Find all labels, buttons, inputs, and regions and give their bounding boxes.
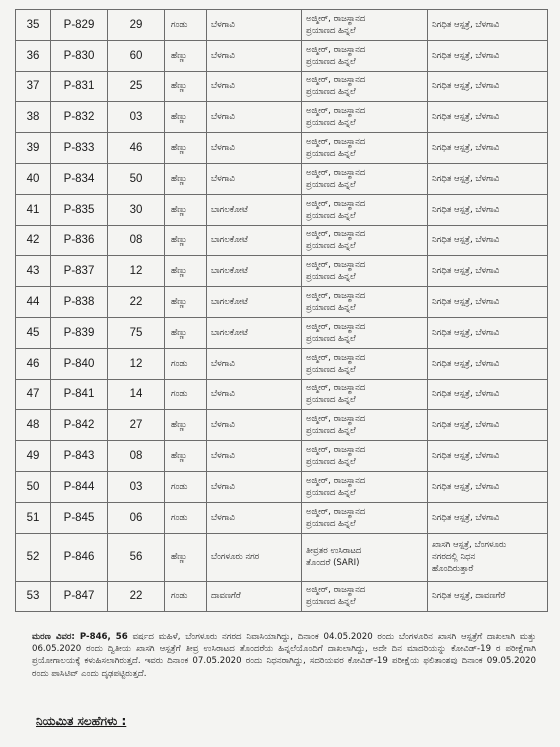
district-cell: ಬಾಗಲಕೋಟೆ <box>207 225 302 256</box>
patient-id-cell: P-845 <box>51 502 108 533</box>
age-cell: 22 <box>108 287 165 318</box>
travel-history-cell <box>302 10 428 41</box>
sex-cell: ಗಂಡು <box>165 502 207 533</box>
table-row <box>16 163 548 194</box>
hospital-cell <box>428 581 548 612</box>
hospital-line: ನಿಗಧಿತ ಆಸ್ಪತ್ರೆ, ಬೆಳಗಾವಿ <box>432 173 500 184</box>
travel-history-line: ಪ್ರಯಾಣದ ಹಿನ್ನಲೆ <box>306 87 356 98</box>
hospital-cell <box>428 348 548 379</box>
table-row <box>16 256 548 287</box>
serial-number-cell: 45 <box>16 317 51 348</box>
travel-history-cell <box>302 379 428 410</box>
hospital-line: ನಿಗಧಿತ ಆಸ್ಪತ್ರೆ, ಬೆಳಗಾವಿ <box>432 50 500 61</box>
district-cell: ಬೆಳಗಾವಿ <box>207 502 302 533</box>
travel-history-cell <box>302 40 428 71</box>
table-row <box>16 348 548 379</box>
table-row <box>16 379 548 410</box>
hospital-line: ನಿಗಧಿತ ಆಸ್ಪತ್ರೆ, ಬೆಳಗಾವಿ <box>432 389 500 400</box>
table-row <box>16 133 548 164</box>
district-cell: ಬೆಳಗಾವಿ <box>207 133 302 164</box>
sex-cell: ಹೆಣ್ಣು <box>165 410 207 441</box>
hospital-line: ನಿಗಧಿತ ಆಸ್ಪತ್ರೆ, ಬೆಳಗಾವಿ <box>432 358 500 369</box>
hospital-cell <box>428 533 548 581</box>
travel-history-line: ಅಜ್ಮೀರ್, ರಾಜಸ್ಥಾನದ <box>306 229 366 240</box>
age-cell: 08 <box>108 225 165 256</box>
travel-history-line: ತೊಂದರೆ (SARI) <box>306 558 360 569</box>
travel-history-line: ಪ್ರಯಾಣದ ಹಿನ್ನಲೆ <box>306 272 356 283</box>
death-details-note <box>32 631 536 680</box>
travel-history-line: ಪ್ರಯಾಣದ ಹಿನ್ನಲೆ <box>306 364 356 375</box>
travel-history-cell <box>302 71 428 102</box>
travel-history-line: ಅಜ್ಮೀರ್, ರಾಜಸ್ಥಾನದ <box>306 106 366 117</box>
district-cell: ಬೆಳಗಾವಿ <box>207 410 302 441</box>
hospital-line: ಹೊಂದಿರುತ್ತಾರೆ <box>432 564 474 575</box>
sex-cell: ಗಂಡು <box>165 471 207 502</box>
travel-history-line: ಪ್ರಯಾಣದ ಹಿನ್ನಲೆ <box>306 395 356 406</box>
district-cell: ಬೆಳಗಾವಿ <box>207 348 302 379</box>
sex-cell: ಹೆಣ್ಣು <box>165 102 207 133</box>
district-cell: ಬೆಳಗಾವಿ <box>207 10 302 41</box>
age-cell: 75 <box>108 317 165 348</box>
travel-history-cell <box>302 471 428 502</box>
sex-cell: ಗಂಡು <box>165 581 207 612</box>
hospital-line: ನಿಗಧಿತ ಆಸ್ಪತ್ರೆ, ಬೆಳಗಾವಿ <box>432 143 500 154</box>
hospital-line: ನಿಗಧಿತ ಆಸ್ಪತ್ರೆ, ಬೆಳಗಾವಿ <box>432 19 500 30</box>
travel-history-line: ಪ್ರಯಾಣದ ಹಿನ್ನಲೆ <box>306 25 356 36</box>
hospital-cell <box>428 317 548 348</box>
travel-history-line: ಅಜ್ಮೀರ್, ರಾಜಸ್ಥಾನದ <box>306 260 366 271</box>
table-row <box>16 225 548 256</box>
patient-id-cell: P-830 <box>51 40 108 71</box>
death-details-label: ಮರಣ ವಿವರ: P-846, 56 <box>32 632 128 642</box>
travel-history-line: ತೀವ್ರತರ ಉಸಿರಾಟದ <box>306 546 362 557</box>
travel-history-cell <box>302 533 428 581</box>
patient-table <box>15 9 548 612</box>
travel-history-cell <box>302 133 428 164</box>
patient-id-cell: P-839 <box>51 317 108 348</box>
travel-history-line: ಪ್ರಯಾಣದ ಹಿನ್ನಲೆ <box>306 241 356 252</box>
district-cell: ಬೆಳಗಾವಿ <box>207 102 302 133</box>
sex-cell: ಹೆಣ್ಣು <box>165 317 207 348</box>
serial-number-cell: 53 <box>16 581 51 612</box>
travel-history-line: ಪ್ರಯಾಣದ ಹಿನ್ನಲೆ <box>306 210 356 221</box>
hospital-cell <box>428 256 548 287</box>
age-cell: 46 <box>108 133 165 164</box>
travel-history-line: ಪ್ರಯಾಣದ ಹಿನ್ನಲೆ <box>306 597 356 608</box>
patient-id-cell: P-833 <box>51 133 108 164</box>
travel-history-line: ಅಜ್ಮೀರ್, ರಾಜಸ್ಥಾನದ <box>306 167 366 178</box>
travel-history-line: ಅಜ್ಮೀರ್, ರಾಜಸ್ಥಾನದ <box>306 414 366 425</box>
hospital-cell <box>428 471 548 502</box>
hospital-cell <box>428 502 548 533</box>
district-cell: ಬೆಳಗಾವಿ <box>207 163 302 194</box>
hospital-cell <box>428 71 548 102</box>
travel-history-line: ಅಜ್ಮೀರ್, ರಾಜಸ್ಥಾನದ <box>306 506 366 517</box>
hospital-line: ನಿಗಧಿತ ಆಸ್ಪತ್ರೆ, ಬೆಳಗಾವಿ <box>432 112 500 123</box>
serial-number-cell: 36 <box>16 40 51 71</box>
serial-number-cell: 38 <box>16 102 51 133</box>
sex-cell: ಗಂಡು <box>165 379 207 410</box>
table-row <box>16 410 548 441</box>
travel-history-line: ಅಜ್ಮೀರ್, ರಾಜಸ್ಥಾನದ <box>306 137 366 148</box>
patient-id-cell: P-847 <box>51 581 108 612</box>
sex-cell: ಹೆಣ್ಣು <box>165 133 207 164</box>
district-cell: ಬೆಳಗಾವಿ <box>207 71 302 102</box>
travel-history-cell <box>302 287 428 318</box>
patient-id-cell: P-836 <box>51 225 108 256</box>
district-cell: ಬೆಳಗಾವಿ <box>207 379 302 410</box>
travel-history-line: ಪ್ರಯಾಣದ ಹಿನ್ನಲೆ <box>306 518 356 529</box>
hospital-line: ನಿಗಧಿತ ಆಸ್ಪತ್ರೆ, ಬೆಳಗಾವಿ <box>432 235 500 246</box>
age-cell: 06 <box>108 502 165 533</box>
sex-cell: ಹೆಣ್ಣು <box>165 71 207 102</box>
travel-history-line: ಅಜ್ಮೀರ್, ರಾಜಸ್ಥಾನದ <box>306 383 366 394</box>
hospital-line: ನಿಗಧಿತ ಆಸ್ಪತ್ರೆ, ಬೆಳಗಾವಿ <box>432 297 500 308</box>
table-row <box>16 194 548 225</box>
patient-id-cell: P-838 <box>51 287 108 318</box>
serial-number-cell: 46 <box>16 348 51 379</box>
table-row <box>16 581 548 612</box>
age-cell: 27 <box>108 410 165 441</box>
table-row <box>16 40 548 71</box>
hospital-line: ಖಾಸಗಿ ಆಸ್ಪತ್ರೆ, ಬೆಂಗಳೂರು <box>432 540 507 551</box>
table-row <box>16 10 548 41</box>
serial-number-cell: 44 <box>16 287 51 318</box>
sex-cell: ಗಂಡು <box>165 348 207 379</box>
hospital-cell <box>428 10 548 41</box>
travel-history-line: ಪ್ರಯಾಣದ ಹಿನ್ನಲೆ <box>306 303 356 314</box>
sex-cell: ಹೆಣ್ಣು <box>165 441 207 472</box>
sex-cell: ಹೆಣ್ಣು <box>165 225 207 256</box>
serial-number-cell: 51 <box>16 502 51 533</box>
hospital-line: ನಿಗಧಿತ ಆಸ್ಪತ್ರೆ, ಬೆಳಗಾವಿ <box>432 81 500 92</box>
patient-id-cell: P-832 <box>51 102 108 133</box>
serial-number-cell: 43 <box>16 256 51 287</box>
travel-history-line: ಅಜ್ಮೀರ್, ರಾಜಸ್ಥಾನದ <box>306 44 366 55</box>
sex-cell: ಹೆಣ್ಣು <box>165 40 207 71</box>
hospital-line: ನಿಗಧಿತ ಆಸ್ಪತ್ರೆ, ಬೆಳಗಾವಿ <box>432 481 500 492</box>
serial-number-cell: 52 <box>16 533 51 581</box>
age-cell: 03 <box>108 471 165 502</box>
table-row <box>16 287 548 318</box>
age-cell: 12 <box>108 348 165 379</box>
table-row <box>16 502 548 533</box>
patient-id-cell: P-841 <box>51 379 108 410</box>
age-cell: 56 <box>108 533 165 581</box>
serial-number-cell: 47 <box>16 379 51 410</box>
serial-number-cell: 42 <box>16 225 51 256</box>
travel-history-line: ಅಜ್ಮೀರ್, ರಾಜಸ್ಥಾನದ <box>306 321 366 332</box>
district-cell: ಬೆಳಗಾವಿ <box>207 441 302 472</box>
patient-id-cell: P-843 <box>51 441 108 472</box>
travel-history-line: ಅಜ್ಮೀರ್, ರಾಜಸ್ಥಾನದ <box>306 475 366 486</box>
table-row <box>16 471 548 502</box>
patient-id-cell: P-834 <box>51 163 108 194</box>
travel-history-cell <box>302 502 428 533</box>
sex-cell: ಹೆಣ್ಣು <box>165 533 207 581</box>
district-cell: ದಾವಣಗೆರೆ <box>207 581 302 612</box>
hospital-cell <box>428 163 548 194</box>
hospital-line: ನಿಗಧಿತ ಆಸ್ಪತ್ರೆ, ಬೆಳಗಾವಿ <box>432 266 500 277</box>
travel-history-line: ಪ್ರಯಾಣದ ಹಿನ್ನಲೆ <box>306 426 356 437</box>
travel-history-line: ಪ್ರಯಾಣದ ಹಿನ್ನಲೆ <box>306 487 356 498</box>
district-cell: ಬೆಳಗಾವಿ <box>207 471 302 502</box>
travel-history-cell <box>302 441 428 472</box>
district-cell: ಬಾಗಲಕೋಟೆ <box>207 287 302 318</box>
travel-history-line: ಅಜ್ಮೀರ್, ರಾಜಸ್ಥಾನದ <box>306 291 366 302</box>
serial-number-cell: 35 <box>16 10 51 41</box>
district-cell: ಬಾಗಲಕೋಟೆ <box>207 194 302 225</box>
hospital-line: ನಿಗಧಿತ ಆಸ್ಪತ್ರೆ, ದಾವಣಗೆರೆ <box>432 591 506 602</box>
age-cell: 50 <box>108 163 165 194</box>
table-row <box>16 317 548 348</box>
hospital-line: ನಿಗಧಿತ ಆಸ್ಪತ್ರೆ, ಬೆಳಗಾವಿ <box>432 512 500 523</box>
hospital-cell <box>428 441 548 472</box>
serial-number-cell: 41 <box>16 194 51 225</box>
hospital-cell <box>428 133 548 164</box>
travel-history-cell <box>302 348 428 379</box>
sex-cell: ಹೆಣ್ಣು <box>165 287 207 318</box>
patient-id-cell: P-846 <box>51 533 108 581</box>
hospital-cell <box>428 287 548 318</box>
serial-number-cell: 40 <box>16 163 51 194</box>
age-cell: 22 <box>108 581 165 612</box>
district-cell: ಬಾಗಲಕೋಟೆ <box>207 317 302 348</box>
patient-id-cell: P-837 <box>51 256 108 287</box>
travel-history-cell <box>302 163 428 194</box>
travel-history-cell <box>302 256 428 287</box>
district-cell: ಬಾಗಲಕೋಟೆ <box>207 256 302 287</box>
travel-history-cell <box>302 410 428 441</box>
travel-history-line: ಅಜ್ಮೀರ್, ರಾಜಸ್ಥಾನದ <box>306 13 366 24</box>
hospital-cell <box>428 379 548 410</box>
regular-advisories-heading: ನಿಯಮಿತ ಸಲಹೆಗಳು : <box>36 714 127 728</box>
death-details-text: ವರ್ಷದ ಮಹಿಳೆ, ಬೆಂಗಳೂರು ನಗರದ ನಿವಾಸಿಯಾಗಿದ್ದು, ದಿನಾಂಕ 04.05.2020 ರಂದು ಬೆಂಗಳೂರಿನ ಖಾಸಗಿ ಆಸ್ಪತ್ರೆಗೆ ದಾಖಲಾಗಿ ಮತ್ತು 06.05.2020 ರಂದು ದ್ವಿತೀಯ ಖಾಸಗಿ ಆಸ್ಪತ್ರೆಗೆ ತೀವ್ರ ಉಸಿರಾಟದ ತೊಂದರೆಯ ಹಿನ್ನಲೆಯೊಂದಿಗೆ ದಾಖಲಾಗಿದ್ದು, ಅದೇ ದಿನ ಮಾದರಿಯನ್ನು ಕೋವಿಡ್-19 ರ ಪರೀಕ್ಷೆಗಾಗಿ ಪ್ರಯೋಗಾಲಯಕ್ಕೆ ಕಳುಹಿಸಲಾಗಿರುತ್ತದೆ. ಇವರು ದಿನಾಂಕ 07.05.2020 ರಂದು ನಿಧನರಾಗಿದ್ದು, ಸದರಿಯವರ ಕೋವಿಡ್-19 ಪರೀಕ್ಷೆಯ ಫಲಿತಾಂಶವು ದಿನಾಂಕ 09.05.2020 ರಂದು ಪಾಸಿಟಿವ್ ಎಂದು ದೃಢಪಟ್ಟಿರುತ್ತದೆ. <box>32 632 536 679</box>
age-cell: 30 <box>108 194 165 225</box>
age-cell: 60 <box>108 40 165 71</box>
travel-history-line: ಪ್ರಯಾಣದ ಹಿನ್ನಲೆ <box>306 118 356 129</box>
travel-history-line: ಪ್ರಯಾಣದ ಹಿನ್ನಲೆ <box>306 149 356 160</box>
patient-id-cell: P-829 <box>51 10 108 41</box>
patient-id-cell: P-831 <box>51 71 108 102</box>
hospital-line: ನಿಗಧಿತ ಆಸ್ಪತ್ರೆ, ಬೆಳಗಾವಿ <box>432 204 500 215</box>
travel-history-line: ಅಜ್ಮೀರ್, ರಾಜಸ್ಥಾನದ <box>306 198 366 209</box>
sex-cell: ಹೆಣ್ಣು <box>165 163 207 194</box>
travel-history-line: ಅಜ್ಮೀರ್, ರಾಜಸ್ಥಾನದ <box>306 75 366 86</box>
travel-history-line: ಪ್ರಯಾಣದ ಹಿನ್ನಲೆ <box>306 333 356 344</box>
age-cell: 03 <box>108 102 165 133</box>
travel-history-line: ಪ್ರಯಾಣದ ಹಿನ್ನಲೆ <box>306 179 356 190</box>
travel-history-line: ಅಜ್ಮೀರ್, ರಾಜಸ್ಥಾನದ <box>306 445 366 456</box>
travel-history-cell <box>302 102 428 133</box>
age-cell: 12 <box>108 256 165 287</box>
hospital-line: ನಿಗಧಿತ ಆಸ್ಪತ್ರೆ, ಬೆಳಗಾವಿ <box>432 451 500 462</box>
age-cell: 08 <box>108 441 165 472</box>
hospital-line: ನಿಗಧಿತ ಆಸ್ಪತ್ರೆ, ಬೆಳಗಾವಿ <box>432 420 500 431</box>
hospital-cell <box>428 194 548 225</box>
hospital-cell <box>428 102 548 133</box>
hospital-line: ನಗರದಲ್ಲಿ ನಿಧನ <box>432 552 476 563</box>
age-cell: 25 <box>108 71 165 102</box>
patient-id-cell: P-835 <box>51 194 108 225</box>
travel-history-cell <box>302 225 428 256</box>
hospital-line: ನಿಗಧಿತ ಆಸ್ಪತ್ರೆ, ಬೆಳಗಾವಿ <box>432 327 500 338</box>
district-cell: ಬೆಂಗಳೂರು ನಗರ <box>207 533 302 581</box>
age-cell: 29 <box>108 10 165 41</box>
table-row <box>16 441 548 472</box>
travel-history-cell <box>302 194 428 225</box>
hospital-cell <box>428 410 548 441</box>
serial-number-cell: 48 <box>16 410 51 441</box>
table-row <box>16 102 548 133</box>
serial-number-cell: 49 <box>16 441 51 472</box>
age-cell: 14 <box>108 379 165 410</box>
table-body <box>16 10 548 612</box>
sex-cell: ಹೆಣ್ಣು <box>165 194 207 225</box>
travel-history-line: ಅಜ್ಮೀರ್, ರಾಜಸ್ಥಾನದ <box>306 352 366 363</box>
sex-cell: ಗಂಡು <box>165 10 207 41</box>
travel-history-line: ಪ್ರಯಾಣದ ಹಿನ್ನಲೆ <box>306 457 356 468</box>
travel-history-line: ಅಜ್ಮೀರ್, ರಾಜಸ್ಥಾನದ <box>306 585 366 596</box>
travel-history-line: ಪ್ರಯಾಣದ ಹಿನ್ನಲೆ <box>306 56 356 67</box>
serial-number-cell: 37 <box>16 71 51 102</box>
table-row <box>16 533 548 581</box>
travel-history-cell <box>302 581 428 612</box>
hospital-cell <box>428 40 548 71</box>
patient-id-cell: P-840 <box>51 348 108 379</box>
table-row <box>16 71 548 102</box>
serial-number-cell: 50 <box>16 471 51 502</box>
patient-id-cell: P-844 <box>51 471 108 502</box>
patient-id-cell: P-842 <box>51 410 108 441</box>
serial-number-cell: 39 <box>16 133 51 164</box>
hospital-cell <box>428 225 548 256</box>
sex-cell: ಹೆಣ್ಣು <box>165 256 207 287</box>
district-cell: ಬೆಳಗಾವಿ <box>207 40 302 71</box>
travel-history-cell <box>302 317 428 348</box>
